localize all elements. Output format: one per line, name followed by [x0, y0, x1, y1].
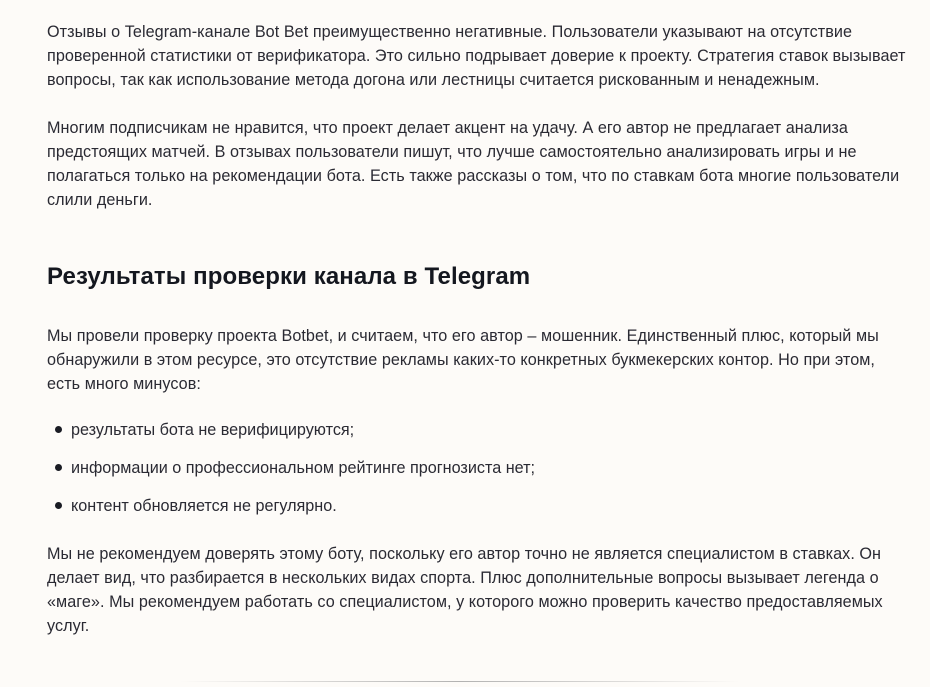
list-item	[47, 456, 909, 480]
section-heading: Результаты проверки канала в Telegram	[47, 263, 531, 290]
paragraph-recommendation: Мы не рекомендуем доверять этому боту, поскольку его автор точно не является специалистом в ставках. Он делает вид, что разбирается в нескольких видах спорта. Плюс дополнительные вопросы вызывает легенда о «маге». Мы рекомендуем работать со специалистом, у которого можно проверить качество предоставляемых услуг.	[47, 545, 883, 635]
section-divider	[180, 681, 740, 682]
bullet-icon	[55, 426, 62, 433]
list-item-text: результаты бота не верифицируются;	[71, 421, 355, 439]
article-body	[47, 20, 909, 638]
list-item-text: информации о профессиональном рейтинге прогнозиста нет;	[71, 459, 536, 477]
bullet-icon	[55, 502, 62, 509]
list-item	[47, 418, 909, 442]
paragraph-check-results: Мы провели проверку проекта Botbet, и считаем, что его автор – мошенник. Единственный плюс, который мы обнаружили в этом ресурсе, это отсутствие рекламы каких-то конкретных букмекерских контор. Но при этом, есть много минусов:	[47, 327, 879, 393]
paragraph-subscribers: Многим подписчикам не нравится, что проект делает акцент на удачу. А его автор не предлагает анализа предстоящих матчей. В отзывах пользователи пишут, что лучше самостоятельно анализировать игры и не полагаться только на рекомендации бота. Есть также рассказы о том, что по ставкам бота многие пользователи слили деньги.	[47, 119, 900, 209]
paragraph-reviews: Отзывы о Telegram-канале Bot Bet преимущественно негативные. Пользователи указывают на отсутствие проверенной статистики от верификатора. Это сильно подрывает доверие к проекту. Стратегия ставок вызывает вопросы, так как использование метода догона или лестницы считается рискованным и ненадежным.	[47, 23, 906, 89]
minus-list	[47, 418, 909, 518]
list-item-text: контент обновляется не регулярно.	[71, 497, 337, 515]
bullet-icon	[55, 464, 62, 471]
list-item	[47, 494, 909, 518]
